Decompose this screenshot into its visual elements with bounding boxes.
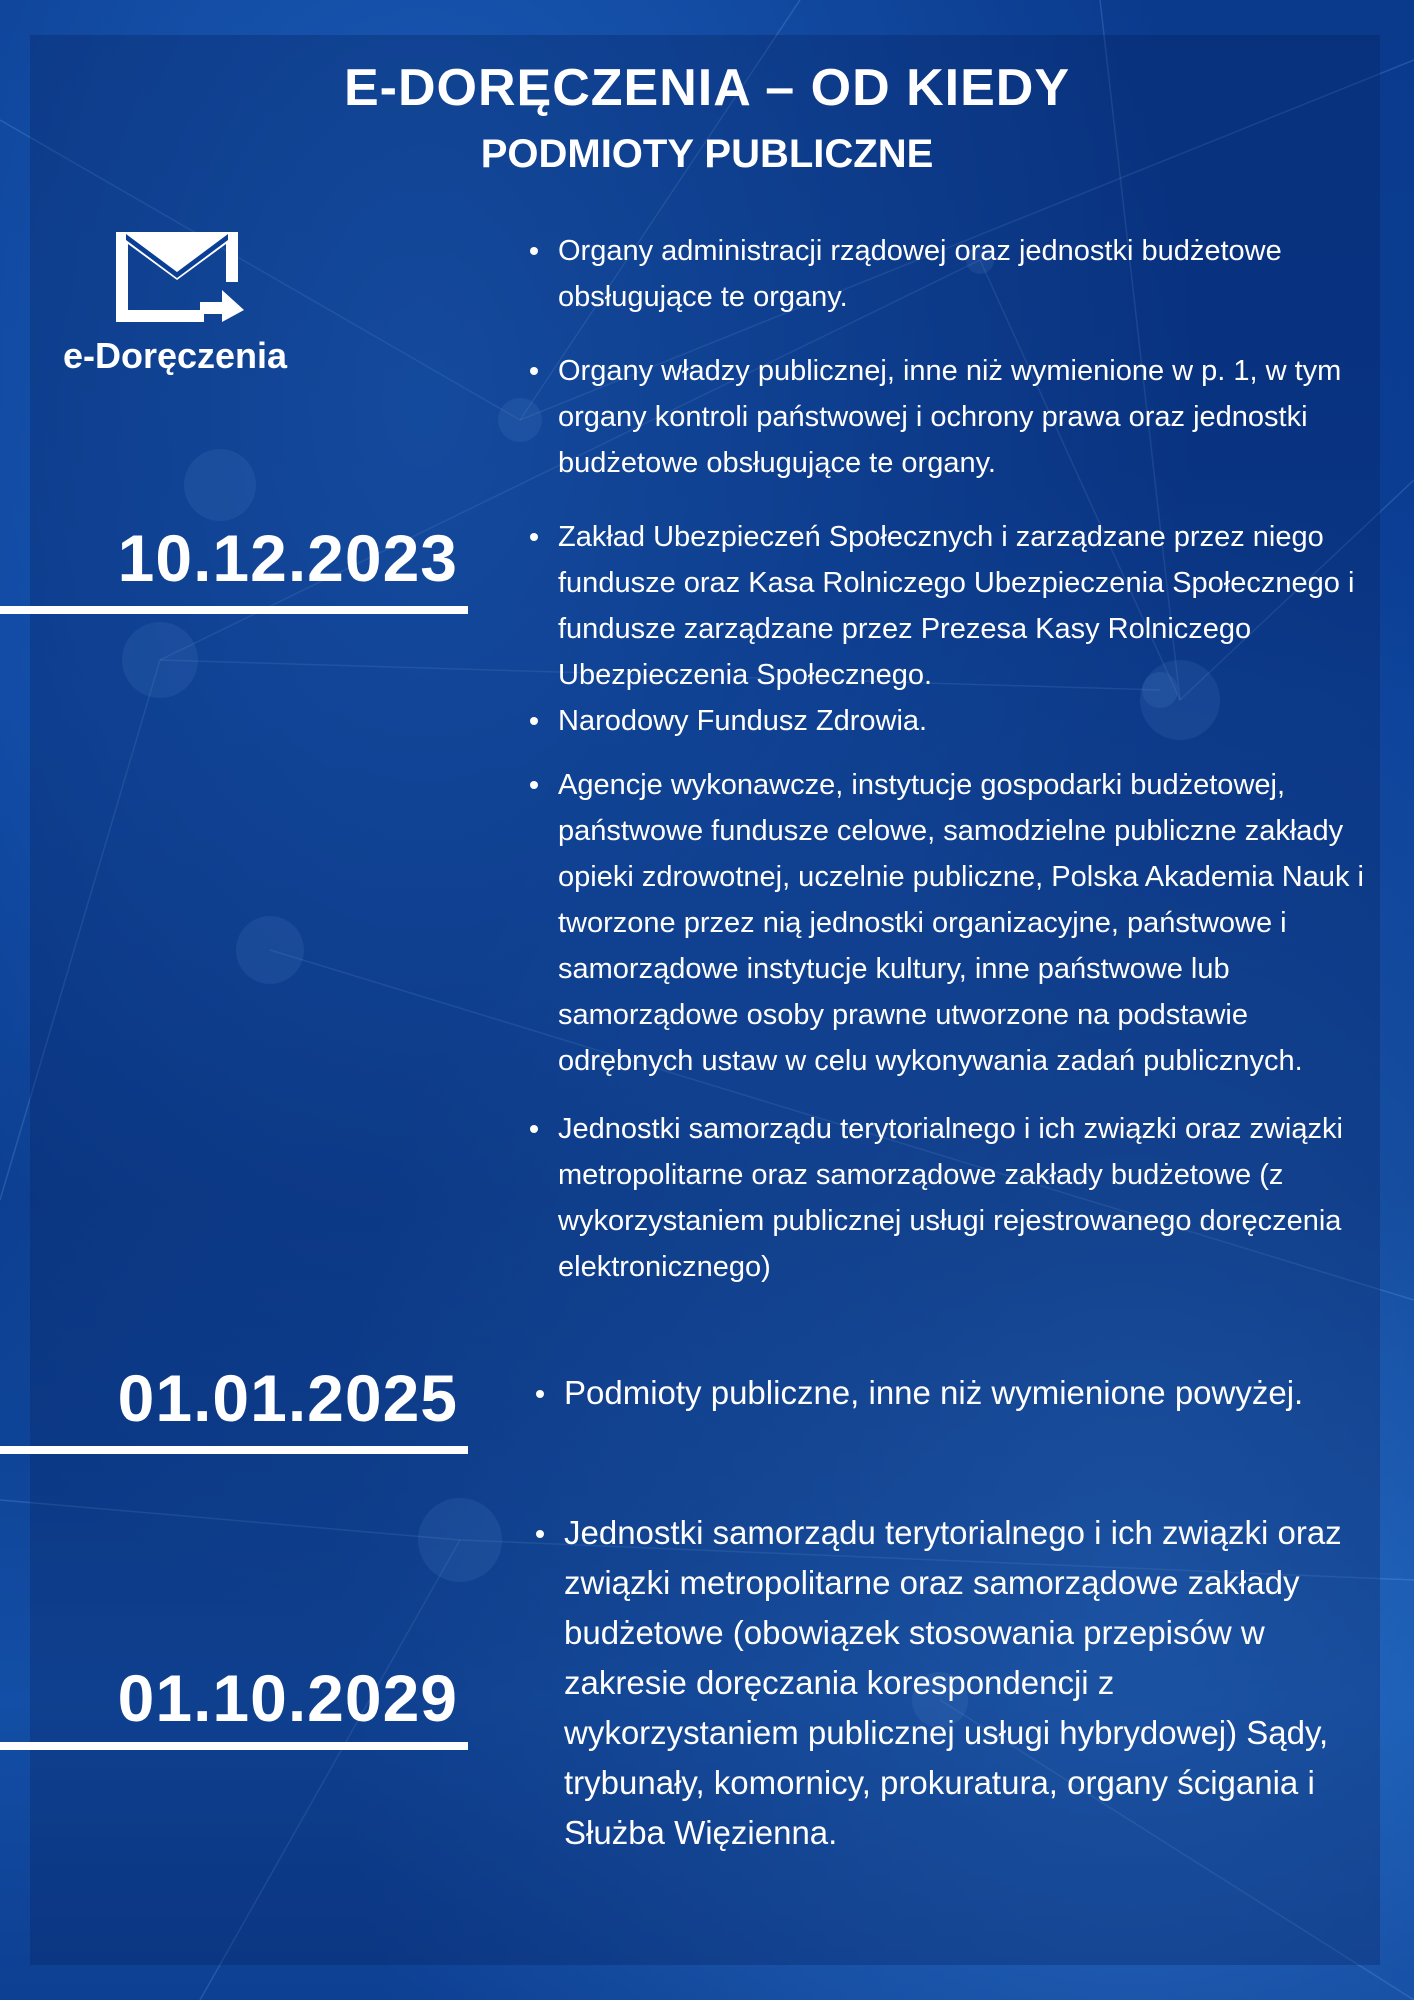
list-item: Jednostki samorządu terytorialnego i ich związki oraz związki metropolitarne oraz samorządowe zakłady budżetowe (z wykorzystaniem publicznej usługi rejestrowanego doręczenia elektronicznego) [558,1106,1388,1290]
list-item: Podmioty publiczne, inne niż wymienione powyżej. [564,1368,1324,1418]
date-underline [0,606,468,614]
list-item: Jednostki samorządu terytorialnego i ich związki oraz związki metropolitarne oraz samorządowe zakłady budżetowe (obowiązek stosowania przepisów w zakresie doręczania korespondencji z wykorzystaniem publicznej usługi hybrydowej) Sądy, trybunały, komornicy, prokuratura, organy ścigania i Służba Więzienna. [564,1508,1354,1858]
bullet-list-2029 [564,1508,1354,1858]
logo-text: e-Doręczenia [62,335,288,376]
bullet-list-2025 [564,1368,1324,1418]
date-label: 01.01.2025 [117,1361,458,1435]
list-item: Narodowy Fundusz Zdrowia. [558,698,1388,744]
page-subtitle: PODMIOTY PUBLICZNE [480,132,934,176]
date-underline [0,1446,468,1454]
date-label: 01.10.2029 [117,1661,458,1735]
page-title: E-DORĘCZENIA – OD KIEDY [343,59,1071,117]
list-item: Agencje wykonawcze, instytucje gospodarki budżetowej, państwowe fundusze celowe, samodzielne publiczne zakłady opieki zdrowotnej, uczelnie publiczne, Polska Akademia Nauk i tworzone przez nią jednostki organizacyjne, państwowe i samorządowe instytucje kultury, inne państwowe lub samorządowe osoby prawne utworzone na podstawie odrębnych ustaw w celu wykonywania zadań publicznych. [558,762,1388,1084]
list-item: Organy władzy publicznej, inne niż wymienione w p. 1, w tym organy kontroli państwowej i ochrony prawa oraz jednostki budżetowe obsługujące te organy. [558,348,1388,486]
envelope-arrow-icon [112,228,247,328]
bullet-list-2023 [558,228,1388,1290]
list-item: Zakład Ubezpieczeń Społecznych i zarządzane przez niego fundusze oraz Kasa Rolniczego Ubezpieczenia Społecznego i fundusze zarządzane przez Prezesa Kasy Rolniczego Ubezpieczenia Społecznego. [558,514,1388,698]
date-label: 10.12.2023 [117,521,458,595]
date-underline [0,1742,468,1750]
list-item: Organy administracji rządowej oraz jednostki budżetowe obsługujące te organy. [558,228,1388,320]
